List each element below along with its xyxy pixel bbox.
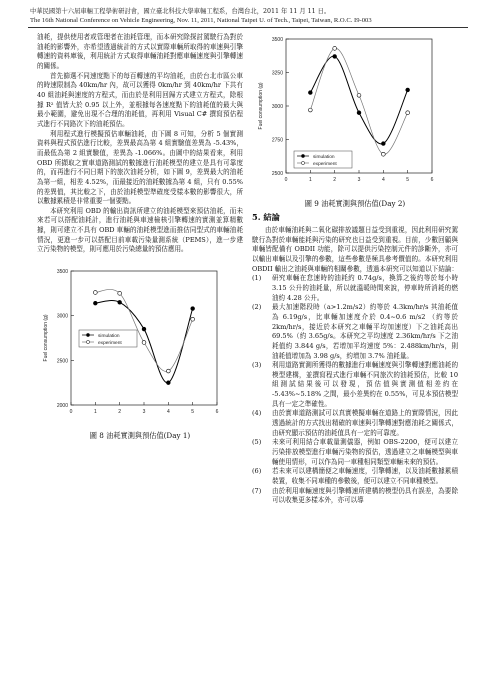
legend-marker [86,340,89,343]
data-point-simulation [381,142,385,146]
x-tick-label: 5 [191,409,195,416]
list-item-text: 未來可利用結合車載量測儀器，例如 OBS-2200，便可以建立污染排放模型進行車輛污染物的預估，透過建立之車輛模型與車輛使用情形，可以作為同一車種相同類型車輛未來的預估。 [272,438,458,466]
data-point-experiment [333,46,337,50]
data-point-simulation [166,381,170,385]
legend-label: experiment [313,161,337,167]
x-tick-label: 1 [93,409,97,416]
data-point-simulation [333,55,337,59]
right-column [252,33,458,506]
list-item-text: 研究車輛在怠速時的油耗約 0.74g/s，換算之後約等於每小時 3.15 公升的油耗量，所以就溫暖時間來說，停車時所消耗的燃油約 4.28 公升。 [272,274,458,302]
list-item [252,409,458,438]
figure-caption: 圖 9 油耗實測與預估值(Day 2) [304,198,406,208]
list-item-number: (7) [252,486,262,495]
list-item-number: (3) [252,361,262,370]
legend-marker [86,333,89,336]
x-tick-label: 0 [284,177,288,183]
header-line-chinese: 中華民國第十六屆車輛工程學術研討會，國立臺北科技大學車輛工程系，台灣台北，2011 年 11 月 11 日。 [30,8,331,15]
section-title: 5. 結論 [252,212,280,223]
data-point-simulation [93,301,97,305]
list-item-number: (5) [252,438,262,447]
data-point-simulation [118,300,122,304]
y-tick-label: 2000 [56,403,68,410]
y-axis-label: Fuel consumption (g) [258,82,264,130]
data-point-experiment [308,108,312,112]
header-rule [28,27,468,28]
figure-9 [252,33,458,208]
data-point-experiment [142,341,146,345]
list-item-text: 利用道路實測所獲得的數據進行車輛速度與引擎轉速對應油耗的模型建構，並撰寫程式進行車輛不同旅次的油耗預估，比較 10 組測試結果後可以發現，預估值與實測值相差約在 -5.43%~5.18% 之間，最小差異約在 0.55%，可見本預估模型具有一定之準確性。 [272,361,458,408]
x-tick-label: 6 [215,409,219,416]
list-item-number: (2) [252,303,262,312]
data-point-experiment [166,369,170,373]
paragraph: 由於車輛油耗與二氧化碳排放議題日益受到重視，因此利用研究駕駛行為對於車輛能耗與污染的研究也日益受到重視。目前，少數回顧與車輛皆配備有 OBDII 功能，除可以提供污染控制元件的診斷外，亦可以輸出車輛以及引擎的參數，這些參數是極具參考價值的。本研究利用 OBDII 輸出之油耗與車輛的相關參數，透過本研究可以知道以下結論： [252,225,458,273]
y-tick-label: 2500 [56,358,68,365]
figure-caption: 圖 8 油耗實測與預估值(Day 1) [89,430,191,440]
x-tick-label: 4 [166,409,170,416]
data-point-simulation [357,111,361,115]
paragraph: 利用程式進行模擬預估車輛油耗，由下圖 8 可知，分析 5 個實測資料與程式預估進行比較，差異最高為第 4 組實驗值差異為 -5.43%，而最低為第 2 組實驗值，差異為 -1.066%。由圖中的結果看來，利用 OBD 所擷取之實車道路測試的數據進行油耗模型的建立是具有可靠度的，而再進行不同日期下的旅次油耗分析，如下圖 9，差異最大的油耗為第一組，相差 4.52%，而最接近的油耗數據為第 4 組，只有 0.55% 的差異值，其比較之下，由於油耗模型準確度受樣本數的影響很大，所以數據累積是非常重要一個要點。 [37,129,243,206]
y-tick-label: 3500 [271,37,283,43]
fuel-chart-day1 [37,265,243,425]
legend-label: experiment [98,340,122,346]
data-point-experiment [93,291,97,295]
legend-marker [301,161,304,164]
x-tick-label: 2 [118,409,122,416]
series-line-simulation [310,56,407,144]
list-item-text: 若未來可以建構簡便之車輛速度，引擎轉速，以及油耗數據累積裝置，收集不同車種的參數後，便可以建立不同車種模型。 [272,467,458,486]
list-item-number: (6) [252,467,262,476]
y-tick-label: 3000 [56,313,68,320]
data-point-experiment [118,292,122,296]
x-tick-label: 3 [357,177,361,183]
list-item [252,274,458,303]
data-point-experiment [381,152,385,156]
data-point-experiment [406,111,410,115]
data-point-experiment [191,317,195,321]
x-tick-label: 6 [430,177,434,183]
data-point-simulation [406,88,410,92]
y-axis-label: Fuel consumption (g) [43,314,49,362]
x-tick-label: 0 [69,409,73,416]
list-item-text: 由於利用車輛速度與引擎轉速所建構的模型仍具有誤差，為要除可以收集更多樣本外，亦可以導 [272,486,458,505]
conclusion-list [252,274,458,506]
legend-label: simulation [313,154,335,160]
x-tick-label: 5 [406,177,410,183]
y-tick-label: 3250 [271,70,283,77]
x-tick-label: 2 [333,177,337,183]
legend-label: simulation [98,333,120,339]
y-tick-label: 3500 [56,269,68,276]
list-item [252,487,458,506]
y-tick-label: 2750 [271,137,283,144]
left-column [37,33,243,440]
page-header [30,7,466,25]
data-point-simulation [142,327,146,331]
paragraph: 首先篩選不同速度點下的每百轉速的平均油耗，由於台北市區公車的時速限制為 40km/hr 內，故可以獲得 0km/hr 到 40km/hr 下共有 40 組油耗與速度的方程式，而由於是利用回歸方式建立方程式，除根據 R² 值皆大於 0.95 以上外，並根據每各速度點下的油耗值的最大與最小範圍，避免出現不合理的油耗值，再利用 Visual C# 撰寫預估程式進行不同路次下的油耗預估。 [37,71,243,128]
list-item [252,438,458,467]
paragraph: 油耗，提供使用者或管理者在油耗管理，而本研究除探討駕駛行為對於油耗的影響外，亦希望透過統計的方式以實際車輛所取得的車速與引擎轉速的資料庫後，利用統計方式取得車輛油耗對應車輛速度與引擎轉速的關係。 [37,33,243,70]
x-tick-label: 4 [381,177,385,183]
series-line-experiment [310,48,407,154]
paragraph: 本研究利用 OBD 的輸出資訊所建立的油耗模型來預估油耗，而未來若可以搭配油耗計，進行油耗與車速檢核引擎轉速的實測並算精數據，則可建立不具有 OBD 車輛的油耗模型進而推估同型式的車輛油耗情況，更進一步可以搭配目前車載污染量測系統（PEMS），進一步建立污染物的模型，則可應用於污染總量的預估應用。 [37,206,243,254]
legend-marker [301,154,304,157]
list-item-text: 最大加速階段時（a>1.2m/s2）約等於 4.3km/hr/s 其油耗值為 6.19g/s，比車輛加速度介於 0.4~0.6 m/s2 （約等於 2km/hr/s，接近於本研究之車輛平均加速度）下之油耗高出 69.5%（約 3.65g/s。本研究之平均速度 2.36km/hr/s 下之油耗值約 3.844 g/s，若增加平均速度 5%：2.488km/hr/s，則油耗值增加為 3.98 g/s，約增加 3.7% 油耗量。 [272,303,458,360]
data-point-simulation [308,91,312,95]
list-item-text: 由於實車道路測試可以真實模擬車輛在道路上的實際情況，因此透過統計的方式找出精確的車速與引擎轉速對應油耗之關係式，由研究顯示預估的油耗值具有一定的可靠度。 [272,409,458,437]
y-tick-label: 3000 [271,104,283,110]
x-tick-label: 3 [142,409,146,416]
list-item-number: (1) [252,274,262,283]
x-tick-label: 1 [308,177,312,183]
data-point-experiment [357,93,361,97]
y-tick-label: 2500 [271,171,283,177]
list-item [252,467,458,486]
list-item [252,361,458,409]
header-line-english: The 16th National Conference on Vehicle Engineering, Nov. 11, 2011, National Taipei U. of Tech., Taipei, Taiwan, R.O.C. I9-003 [30,17,372,24]
list-item-number: (4) [252,409,262,418]
fuel-chart-day2 [252,33,458,193]
figure-8 [37,265,243,440]
list-item [252,303,458,361]
data-point-simulation [191,307,195,311]
